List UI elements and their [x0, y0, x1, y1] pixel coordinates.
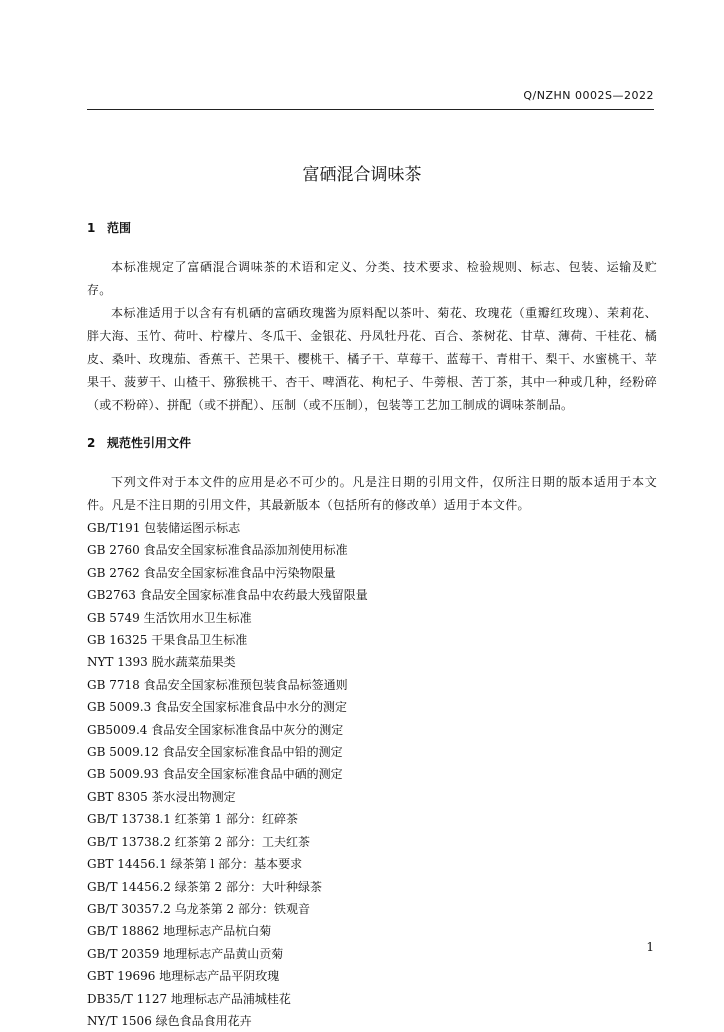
reference-item: GB/T191 包装储运图示标志: [87, 521, 241, 535]
section-2-title: 规范性引用文件: [107, 436, 192, 450]
reference-item: GBT 8305 茶水浸出物测定: [87, 789, 236, 804]
reference-item: GB5009.4 食品安全国家标准食品中灰分的测定: [87, 722, 344, 737]
reference-item: GB/T 30357.2 乌龙茶第 2 部分：铁观音: [87, 901, 310, 916]
scope-paragraph-2: 本标准适用于以含有有机硒的富硒玫瑰酱为原料配以茶叶、菊花、玫瑰花（重瓣红玫瑰）、茉莉花、胖大海、玉竹、荷叶、柠檬片、冬瓜干、金银花、丹凤牡丹花、百合、茶树花、甘草、薄荷、干桂花、橘皮、桑叶、玫瑰茄、香蕉干、芒果干、樱桃干、橘子干、草莓干、蓝莓干、青柑干、梨干、水蜜桃干、苹果干、菠萝干、山楂干、猕猴桃干、杏干、啤酒花、枸杞子、牛蒡根、苦丁茶，其中一种或几种，经粉碎（或不粉碎）、拼配（或不拼配）、压制（或不压制），包装等工艺加工制成的调味茶制品。: [87, 306, 657, 412]
reference-item: GB 2760 食品安全国家标准食品添加剂使用标准: [87, 543, 348, 558]
reference-item: GB 5009.12 食品安全国家标准食品中铅的测定: [87, 745, 343, 760]
reference-item: GB 5009.93 食品安全国家标准食品中硒的测定: [87, 767, 343, 782]
reference-item: GBT 14456.1 绿茶第 l 部分：基本要求: [87, 857, 303, 872]
section-2-heading: [87, 433, 657, 453]
section-1-number: 1: [87, 221, 96, 235]
reference-item: GB 5009.3 食品安全国家标准食品中水分的测定: [87, 700, 348, 715]
reference-item: NY/T 1506 绿色食品食用花卉: [87, 1013, 252, 1028]
reference-item: GBT 19696 地理标志产品平阴玫瑰: [87, 969, 280, 984]
reference-item: NYT 1393 脱水蔬菜茄果类: [87, 655, 236, 670]
header-rule: [87, 109, 654, 110]
document-title: 富硒混合调味茶: [302, 165, 422, 185]
document-code: Q/NZHN 0002S—2022: [523, 89, 654, 102]
reference-item: GB/T 20359 地理标志产品黄山贡菊: [87, 946, 284, 961]
section-1-heading: [87, 218, 657, 238]
document-body: [87, 218, 657, 1032]
reference-item: GB 16325 干果食品卫生标准: [87, 633, 248, 648]
reference-item: GB2763 食品安全国家标准食品中农药最大残留限量: [87, 588, 368, 603]
reference-item: GB/T 13738.1 红茶第 1 部分：红碎茶: [87, 812, 298, 827]
references-intro: 下列文件对于本文件的应用是必不可少的。凡是注日期的引用文件，仅所注日期的版本适用于本文件。凡是不注日期的引用文件，其最新版本（包括所有的修改单）适用于本文件。: [87, 475, 657, 512]
section-1-title: 范围: [107, 221, 132, 235]
reference-item: GB/T 13738.2 红茶第 2 部分：工夫红茶: [87, 834, 310, 849]
reference-item: DB35/T 1127 地理标志产品浦城桂花: [87, 991, 291, 1006]
reference-item: GB 2762 食品安全国家标准食品中污染物限量: [87, 565, 336, 580]
scope-paragraph-1: 本标准规定了富硒混合调味茶的术语和定义、分类、技术要求、检验规则、标志、包装、运输及贮存。: [87, 260, 657, 297]
reference-item: GB/T 18862 地理标志产品杭白菊: [87, 924, 272, 939]
reference-item: GB 5749 生活饮用水卫生标准: [87, 610, 252, 625]
section-2-number: 2: [87, 436, 96, 450]
reference-list: [87, 517, 657, 1032]
reference-item: GB/T 14456.2 绿茶第 2 部分：大叶种绿茶: [87, 879, 322, 894]
reference-item: GB 7718 食品安全国家标准预包装食品标签通则: [87, 677, 348, 692]
page-number: 1: [646, 940, 654, 954]
